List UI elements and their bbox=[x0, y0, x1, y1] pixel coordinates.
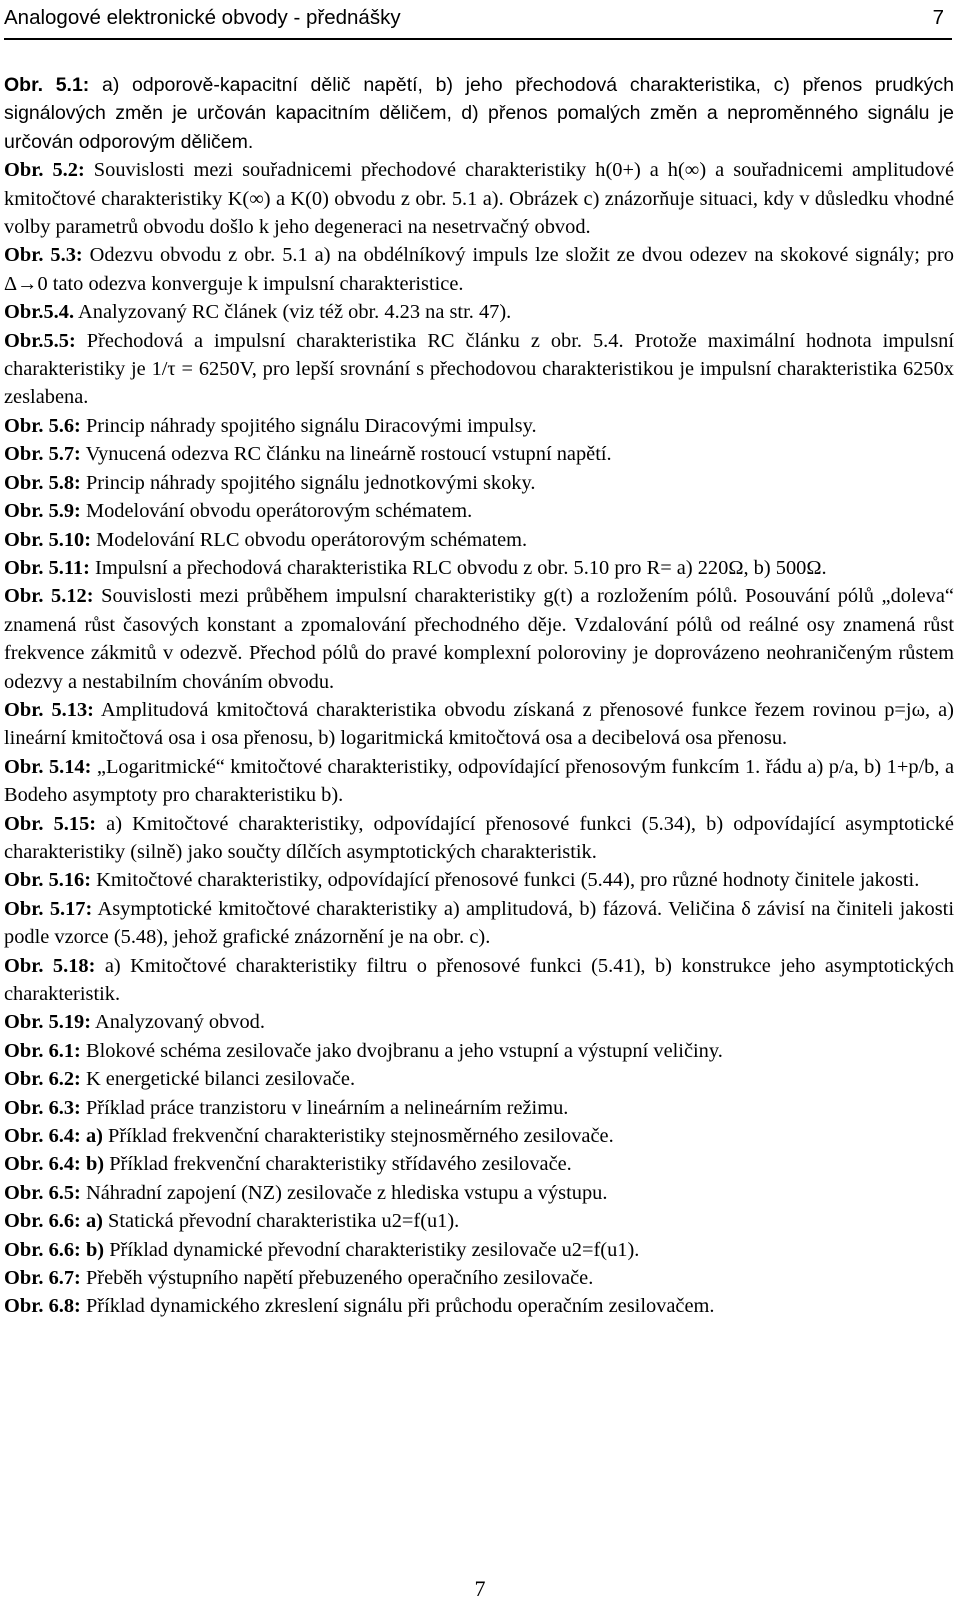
caption-label: Obr. 5.11: bbox=[4, 556, 90, 579]
caption-text: Příklad dynamického zkreslení signálu při průchodu operačním zesilovačem. bbox=[85, 1295, 715, 1318]
figure-caption bbox=[4, 1179, 954, 1207]
figure-caption bbox=[4, 327, 954, 412]
figure-caption bbox=[4, 554, 954, 582]
caption-text: K energetické bilanci zesilovače. bbox=[85, 1068, 356, 1091]
caption-text: Souvislosti mezi průběhem impulsní charakteristiky g(t) a rozložením pólů. Posouvání pólů „doleva“ znamená růst časových konstant a zpomalování přechodného děje. Vzdalování pólů od reálné osy znamená růst frekvence zákmitů v odezvě. Přechod pólů do pravé komplexní poloroviny je doprovázeno neohraničeným růstem odezvy a nestabilním chováním obvodu. bbox=[4, 585, 954, 693]
caption-label: Obr. 6.1: bbox=[4, 1039, 81, 1062]
caption-label: Obr. 5.2: bbox=[4, 159, 85, 182]
page-header bbox=[4, 2, 952, 40]
caption-text: Příklad frekvenční charakteristiky stejnosměrného zesilovače. bbox=[108, 1125, 614, 1148]
caption-text: Impulsní a přechodová charakteristika RLC obvodu z obr. 5.10 pro R= a) 220Ω, b) 500Ω. bbox=[95, 556, 827, 579]
caption-label: Obr. 5.15: bbox=[4, 812, 97, 835]
figure-caption bbox=[4, 1236, 954, 1264]
figure-caption bbox=[4, 526, 954, 554]
caption-label: Obr.5.4. bbox=[4, 301, 75, 324]
caption-text: Modelování RLC obvodu operátorovým schématem. bbox=[96, 528, 528, 551]
caption-label: Obr. 6.4: b) bbox=[4, 1153, 105, 1176]
figure-caption bbox=[4, 241, 954, 298]
caption-text: Přeběh výstupního napětí přebuzeného operačního zesilovače. bbox=[85, 1267, 594, 1290]
footer-page-number: 7 bbox=[474, 1576, 486, 1601]
caption-text: „Logaritmické“ kmitočtové charakteristiky, odpovídající přenosovým funkcím 1. řádu a) p/a, b) 1+p/b, a Bodeho asymptoty pro charakteristiku b). bbox=[4, 755, 954, 807]
caption-label: Obr. 5.9: bbox=[4, 500, 81, 523]
caption-label: Obr. 5.8: bbox=[4, 471, 81, 494]
caption-label: Obr. 5.14: bbox=[4, 755, 92, 778]
caption-text: Kmitočtové charakteristiky, odpovídající přenosové funkci (5.44), pro různé hodnoty činitele jakosti. bbox=[96, 869, 920, 892]
caption-text: Princip náhrady spojitého signálu jednotkovými skoky. bbox=[85, 471, 536, 494]
caption-text: Odezvu obvodu z obr. 5.1 a) na obdélníkový impuls lze složit ze dvou odezev na skokové signály; pro Δ→0 tato odezva konverguje k impulsní charakteristice. bbox=[4, 244, 954, 295]
caption-label: Obr.5.5: bbox=[4, 329, 76, 352]
caption-text: Náhradní zapojení (NZ) zesilovače z hlediska vstupu a výstupu. bbox=[85, 1181, 608, 1204]
header-page-number: 7 bbox=[932, 6, 944, 29]
caption-text: Asymptotické kmitočtové charakteristiky a) amplitudová, b) fázová. Veličina δ závisí na činiteli jakosti podle vzorce (5.48), jehož grafické znázornění je na obr. c). bbox=[4, 897, 954, 949]
caption-label: Obr. 5.3: bbox=[4, 244, 83, 267]
caption-text: Příklad dynamické převodní charakteristiky zesilovače u2=f(u1). bbox=[109, 1238, 640, 1261]
figure-caption bbox=[4, 1008, 954, 1036]
figure-caption bbox=[4, 412, 954, 440]
caption-label: Obr. 5.6: bbox=[4, 414, 81, 437]
figure-caption bbox=[4, 1150, 954, 1178]
figure-caption bbox=[4, 696, 954, 753]
figure-caption bbox=[4, 895, 954, 952]
caption-text: Příklad frekvenční charakteristiky střídavého zesilovače. bbox=[109, 1153, 572, 1176]
figure-caption bbox=[4, 440, 954, 468]
caption-label: Obr. 5.19: bbox=[4, 1011, 92, 1034]
caption-label: Obr. 6.7: bbox=[4, 1267, 81, 1290]
figure-caption bbox=[4, 497, 954, 525]
figure-caption bbox=[4, 1065, 954, 1093]
caption-label: Obr. 5.16: bbox=[4, 869, 92, 892]
caption-label: Obr. 6.4: a) bbox=[4, 1125, 103, 1148]
caption-label: Obr. 6.8: bbox=[4, 1295, 81, 1318]
figure-caption bbox=[4, 71, 954, 156]
figure-caption bbox=[4, 866, 954, 894]
caption-text: Amplitudová kmitočtová charakteristika obvodu získaná z přenosové funkce řezem rovinou p=jω, a) lineární kmitočtová osa i osa přenosu, b) logaritmická kmitočtová osa a decibelová osa přenosu. bbox=[4, 698, 954, 750]
figure-caption bbox=[4, 753, 954, 810]
caption-text: a) Kmitočtové charakteristiky, odpovídající přenosové funkci (5.34), b) odpovídající asymptotické charakteristiky (silně) jako součty dílčích asymptotických charakteristik. bbox=[4, 812, 954, 863]
caption-label: Obr. 5.1: bbox=[4, 74, 90, 96]
caption-label: Obr. 5.18: bbox=[4, 954, 96, 977]
caption-label: Obr. 6.6: b) bbox=[4, 1238, 105, 1261]
caption-text: a) odporově-kapacitní dělič napětí, b) jeho přechodová charakteristika, c) přenos prudkých signálových změn je určován kapacitním děličem, d) přenos pomalých změn a neproměnného signálu je určován odporovým děličem. bbox=[4, 74, 954, 153]
figure-caption bbox=[4, 952, 954, 1009]
caption-text: Souvislosti mezi souřadnicemi přechodové charakteristiky h(0+) a h(∞) a souřadnicemi amplitudové kmitočtové charakteristiky K(∞) a K(0) obvodu z obr. 5.1 a). Obrázek c) znázorňuje situaci, kdy v důsledku vhodné volby parametrů obvodu došlo k jeho degeneraci na nesetrvačný obvod. bbox=[4, 159, 954, 239]
caption-text: Princip náhrady spojitého signálu Diracovými impulsy. bbox=[85, 414, 537, 437]
caption-label: Obr. 6.5: bbox=[4, 1181, 81, 1204]
figure-caption bbox=[4, 1037, 954, 1065]
figure-caption bbox=[4, 1292, 954, 1320]
caption-label: Obr. 6.3: bbox=[4, 1096, 81, 1119]
caption-text: Příklad práce tranzistoru v lineárním a nelineárním režimu. bbox=[85, 1096, 569, 1119]
caption-text: Blokové schéma zesilovače jako dvojbranu a jeho vstupní a výstupní veličiny. bbox=[85, 1039, 723, 1062]
caption-text: Modelování obvodu operátorovým schématem. bbox=[85, 500, 473, 523]
caption-label: Obr. 6.6: a) bbox=[4, 1210, 103, 1233]
caption-label: Obr. 5.7: bbox=[4, 443, 81, 466]
figure-caption bbox=[4, 298, 954, 326]
caption-text: Přechodová a impulsní charakteristika RC článku z obr. 5.4. Protože maximální hodnota impulsní charakteristiky je 1/τ = 6250V, pro lepší srovnání s přechodovou charakteristikou je impulsní charakteristika 6250x zeslabena. bbox=[4, 329, 954, 409]
figure-caption bbox=[4, 469, 954, 497]
figure-caption bbox=[4, 156, 954, 241]
figure-caption bbox=[4, 1207, 954, 1235]
caption-text: Vynucená odezva RC článku na lineárně rostoucí vstupní napětí. bbox=[85, 443, 612, 466]
figure-caption-list bbox=[4, 71, 954, 1321]
caption-label: Obr. 5.10: bbox=[4, 528, 92, 551]
caption-text: Statická převodní charakteristika u2=f(u1). bbox=[108, 1210, 460, 1233]
figure-caption bbox=[4, 810, 954, 867]
caption-label: Obr. 5.12: bbox=[4, 585, 94, 608]
figure-caption bbox=[4, 1122, 954, 1150]
caption-label: Obr. 6.2: bbox=[4, 1068, 81, 1091]
caption-label: Obr. 5.13: bbox=[4, 698, 94, 721]
figure-caption bbox=[4, 582, 954, 696]
caption-text: a) Kmitočtové charakteristiky filtru o přenosové funkci (5.41), b) konstrukce jeho asymptotických charakteristik. bbox=[4, 954, 954, 1005]
figure-caption bbox=[4, 1094, 954, 1122]
header-title: Analogové elektronické obvody - přednášky bbox=[4, 6, 401, 29]
caption-text: Analyzovaný obvod. bbox=[95, 1011, 265, 1034]
caption-label: Obr. 5.17: bbox=[4, 897, 93, 920]
caption-text: Analyzovaný RC článek (viz též obr. 4.23 na str. 47). bbox=[78, 301, 512, 324]
figure-caption bbox=[4, 1264, 954, 1292]
